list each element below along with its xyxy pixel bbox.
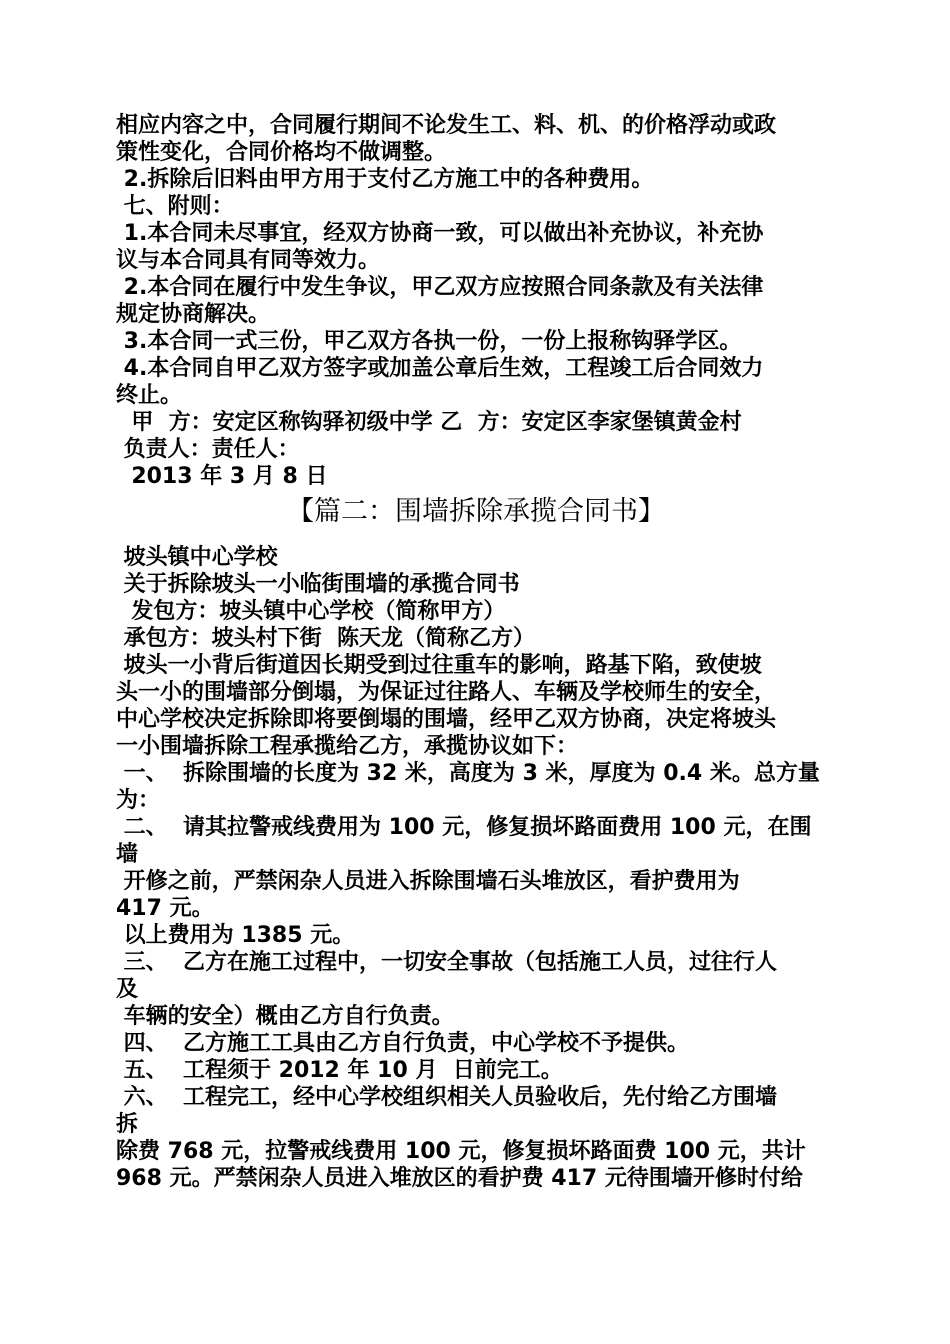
- text-line: 拆: [116, 1112, 139, 1137]
- text-line: 发包方：坡头镇中心学校（简称甲方）: [116, 599, 506, 624]
- text-line: 五、 工程须于 2012 年 10 月 日前完工。: [116, 1058, 563, 1083]
- text-line: 相应内容之中，合同履行期间不论发生工、料、机、的价格浮动或政: [116, 113, 777, 138]
- document-body: [116, 112, 836, 1192]
- text-line: 负责人：责任人：: [116, 437, 300, 462]
- text-line: 开修之前，严禁闲杂人员进入拆除围墙石头堆放区，看护费用为: [116, 869, 740, 894]
- section-two-title: 【篇二：围墙拆除承揽合同书】: [287, 496, 665, 527]
- text-line: 二、 请其拉警戒线费用为 100 元，修复损坏路面费用 100 元，在围: [116, 815, 812, 840]
- text-line: 甲 方：安定区称钩驿初级中学 乙 方：安定区李家堡镇黄金村: [116, 410, 742, 435]
- text-line: 417 元。: [116, 896, 214, 921]
- text-line: 以上费用为 1385 元。: [116, 923, 355, 948]
- text-line: 终止。: [116, 383, 183, 408]
- text-line: 坡头一小背后街道因长期受到过往重车的影响，路基下陷，致使坡: [116, 653, 762, 678]
- text-line: 一小围墙拆除工程承揽给乙方，承揽协议如下：: [116, 734, 579, 759]
- text-line: 除费 768 元，拉警戒线费用 100 元，修复损坏路面费 100 元，共计: [116, 1139, 806, 1164]
- text-line: 2.本合同在履行中发生争议，甲乙双方应按照合同条款及有关法律: [116, 275, 764, 300]
- text-line: 四、 乙方施工工具由乙方自行负责，中心学校不予提供。: [116, 1031, 689, 1056]
- text-line: 3.本合同一式三份，甲乙双方各执一份，一份上报称钩驿学区。: [116, 329, 742, 354]
- text-line: 坡头镇中心学校: [116, 545, 278, 570]
- text-line: 为：: [116, 788, 161, 813]
- text-line: 车辆的安全）概由乙方自行负责。: [116, 1004, 454, 1029]
- section-two: [116, 544, 836, 1192]
- text-line: 头一小的围墙部分倒塌，为保证过往路人、车辆及学校师生的安全，: [116, 680, 777, 705]
- text-line: 三、 乙方在施工过程中，一切安全事故（包括施工人员，过往行人: [116, 950, 777, 975]
- text-line: 承包方：坡头村下街 陈天龙（简称乙方）: [116, 626, 535, 651]
- text-line: 一、 拆除围墙的长度为 32 米，高度为 3 米，厚度为 0.4 米。总方量: [116, 761, 820, 786]
- text-line: 2.拆除后旧料由甲方用于支付乙方施工中的各种费用。: [116, 167, 654, 192]
- text-line: 策性变化，合同价格均不做调整。: [116, 140, 447, 165]
- text-line: 墙: [116, 842, 139, 867]
- text-line: 七、附则：: [116, 194, 234, 219]
- text-line: 规定协商解决。: [116, 302, 271, 327]
- text-line: 中心学校决定拆除即将要倒塌的围墙，经甲乙双方协商，决定将坡头: [116, 707, 777, 732]
- text-line: 议与本合同具有同等效力。: [116, 248, 381, 273]
- text-line: 2013 年 3 月 8 日: [116, 464, 328, 489]
- text-line: 1.本合同未尽事宜，经双方协商一致，可以做出补充协议，补充协: [116, 221, 764, 246]
- text-line: 968 元。严禁闲杂人员进入堆放区的看护费 417 元待围墙开修时付给: [116, 1166, 803, 1191]
- text-line: 六、 工程完工，经中心学校组织相关人员验收后，先付给乙方围墙: [116, 1085, 777, 1110]
- text-line: 4.本合同自甲乙双方签字或加盖公章后生效，工程竣工后合同效力: [116, 356, 764, 381]
- text-line: 及: [116, 977, 139, 1002]
- text-line: 关于拆除坡头一小临街围墙的承揽合同书: [116, 572, 520, 597]
- section-one: [116, 112, 836, 490]
